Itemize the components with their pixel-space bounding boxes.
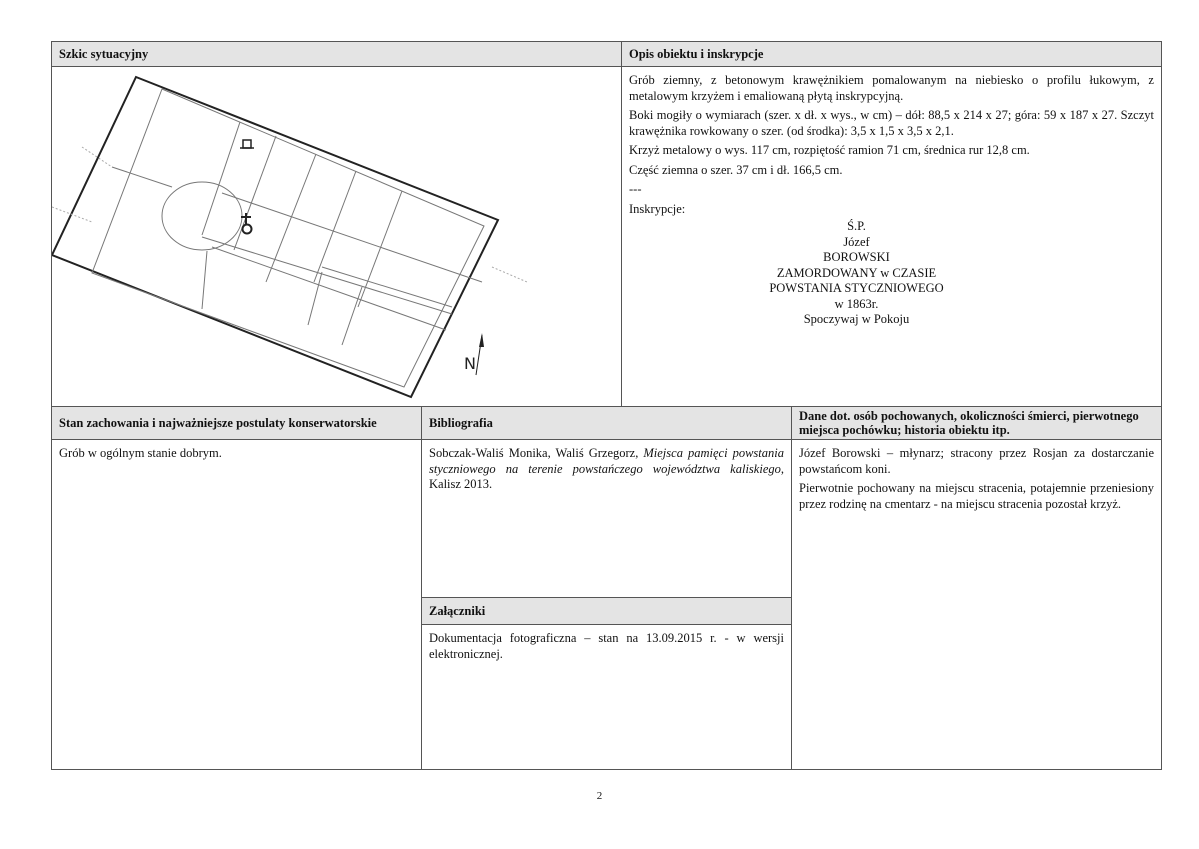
bibliography-cell bbox=[421, 439, 792, 598]
bibliography-entry bbox=[429, 446, 784, 493]
inscription-line: w 1863r. bbox=[834, 296, 879, 311]
description-header bbox=[621, 41, 1162, 67]
mound-circle bbox=[162, 182, 242, 250]
description-paragraph: Boki mogiły o wymiarach (szer. x dł. x wys., w cm) – dół: 88,5 x 214 x 27; góra: 59 x 187 x 27. Szczyt krawężnika rowkowany o szer. (od środka): 3,5 x 1,5 x 3,5 x 2,1. bbox=[629, 108, 1154, 138]
inscription-line: Józef bbox=[843, 234, 870, 249]
inscription-line: ZAMORDOWANY w CZASIE bbox=[776, 265, 937, 280]
condition-cell bbox=[51, 439, 422, 770]
inscriptions-label: Inskrypcje: bbox=[629, 201, 686, 216]
condition-header-label: Stan zachowania i najważniejsze postulaty konserwatorskie bbox=[59, 416, 377, 430]
bibliography-header-label: Bibliografia bbox=[429, 416, 493, 430]
bibliography-header bbox=[421, 406, 792, 440]
description-paragraph: Krzyż metalowy o wys. 117 cm, rozpiętość ramion 71 cm, średnica rur 12,8 cm. bbox=[629, 143, 1030, 157]
description-paragraph: --- bbox=[629, 182, 642, 196]
inscription-block bbox=[559, 219, 1154, 328]
inscription-line: BOROWSKI bbox=[823, 250, 890, 264]
cross-symbol-icon bbox=[241, 213, 252, 234]
attachments-text: Dokumentacja fotograficzna – stan na 13.09.2015 r. - w wersji elektronicznej. bbox=[429, 631, 784, 661]
condition-text: Grób w ogólnym stanie dobrym. bbox=[59, 446, 222, 460]
site-sketch-drawing bbox=[52, 67, 621, 406]
persons-header-label: Dane dot. osób pochowanych, okoliczności śmierci, pierwotnego miejsca pochówku; historia obiektu itp. bbox=[799, 409, 1139, 437]
description-cell bbox=[621, 66, 1162, 407]
inscription-line: Ś.P. bbox=[847, 219, 866, 233]
page-number: 2 bbox=[596, 790, 603, 802]
description-header-label: Opis obiektu i inskrypcje bbox=[629, 47, 764, 61]
description-paragraph: Grób ziemny, z betonowym krawężnikiem pomalowanym na niebiesko o profilu łukowym, z metalowym krzyżem i emaliowaną płytą inskrypcyjną. bbox=[629, 73, 1154, 103]
persons-header bbox=[791, 406, 1162, 440]
description-paragraph: Część ziemna o szer. 37 cm i dł. 166,5 cm. bbox=[629, 162, 843, 177]
persons-paragraph: Józef Borowski – młynarz; stracony przez Rosjan za dostarczanie powstańcom koni. bbox=[799, 446, 1154, 476]
bibliography-rest: , Kalisz 2013. bbox=[429, 461, 784, 491]
sketch-header bbox=[51, 41, 622, 67]
persons-paragraph: Pierwotnie pochowany na miejscu stracenia, potajemnie przeniesiony przez rodzinę na cmentarz - na miejscu stracenia pozostał krzyż. bbox=[799, 481, 1154, 511]
plot-outline bbox=[52, 77, 498, 397]
bibliography-author: Sobczak-Waliś Monika, Waliś Grzegorz, bbox=[429, 446, 644, 460]
persons-cell bbox=[791, 439, 1162, 770]
tomb-symbol-icon bbox=[240, 140, 254, 148]
inscription-line: Spoczywaj w Pokoju bbox=[803, 312, 910, 326]
north-label: N bbox=[464, 354, 476, 373]
grave-outline bbox=[92, 89, 484, 387]
north-arrow-icon bbox=[464, 333, 484, 375]
attachments-header-label: Załączniki bbox=[429, 604, 486, 618]
sketch-header-label: Szkic sytuacyjny bbox=[59, 47, 149, 61]
sketch-cell bbox=[51, 66, 622, 407]
bibliography-title: Miejsca pamięci powstania styczniowego na terenie powstańczego województwa kaliskiego bbox=[429, 446, 784, 476]
attachments-cell bbox=[421, 624, 792, 770]
attachments-header bbox=[421, 597, 792, 625]
condition-header bbox=[51, 406, 422, 440]
inscription-line: POWSTANIA STYCZNIOWEGO bbox=[769, 281, 944, 295]
